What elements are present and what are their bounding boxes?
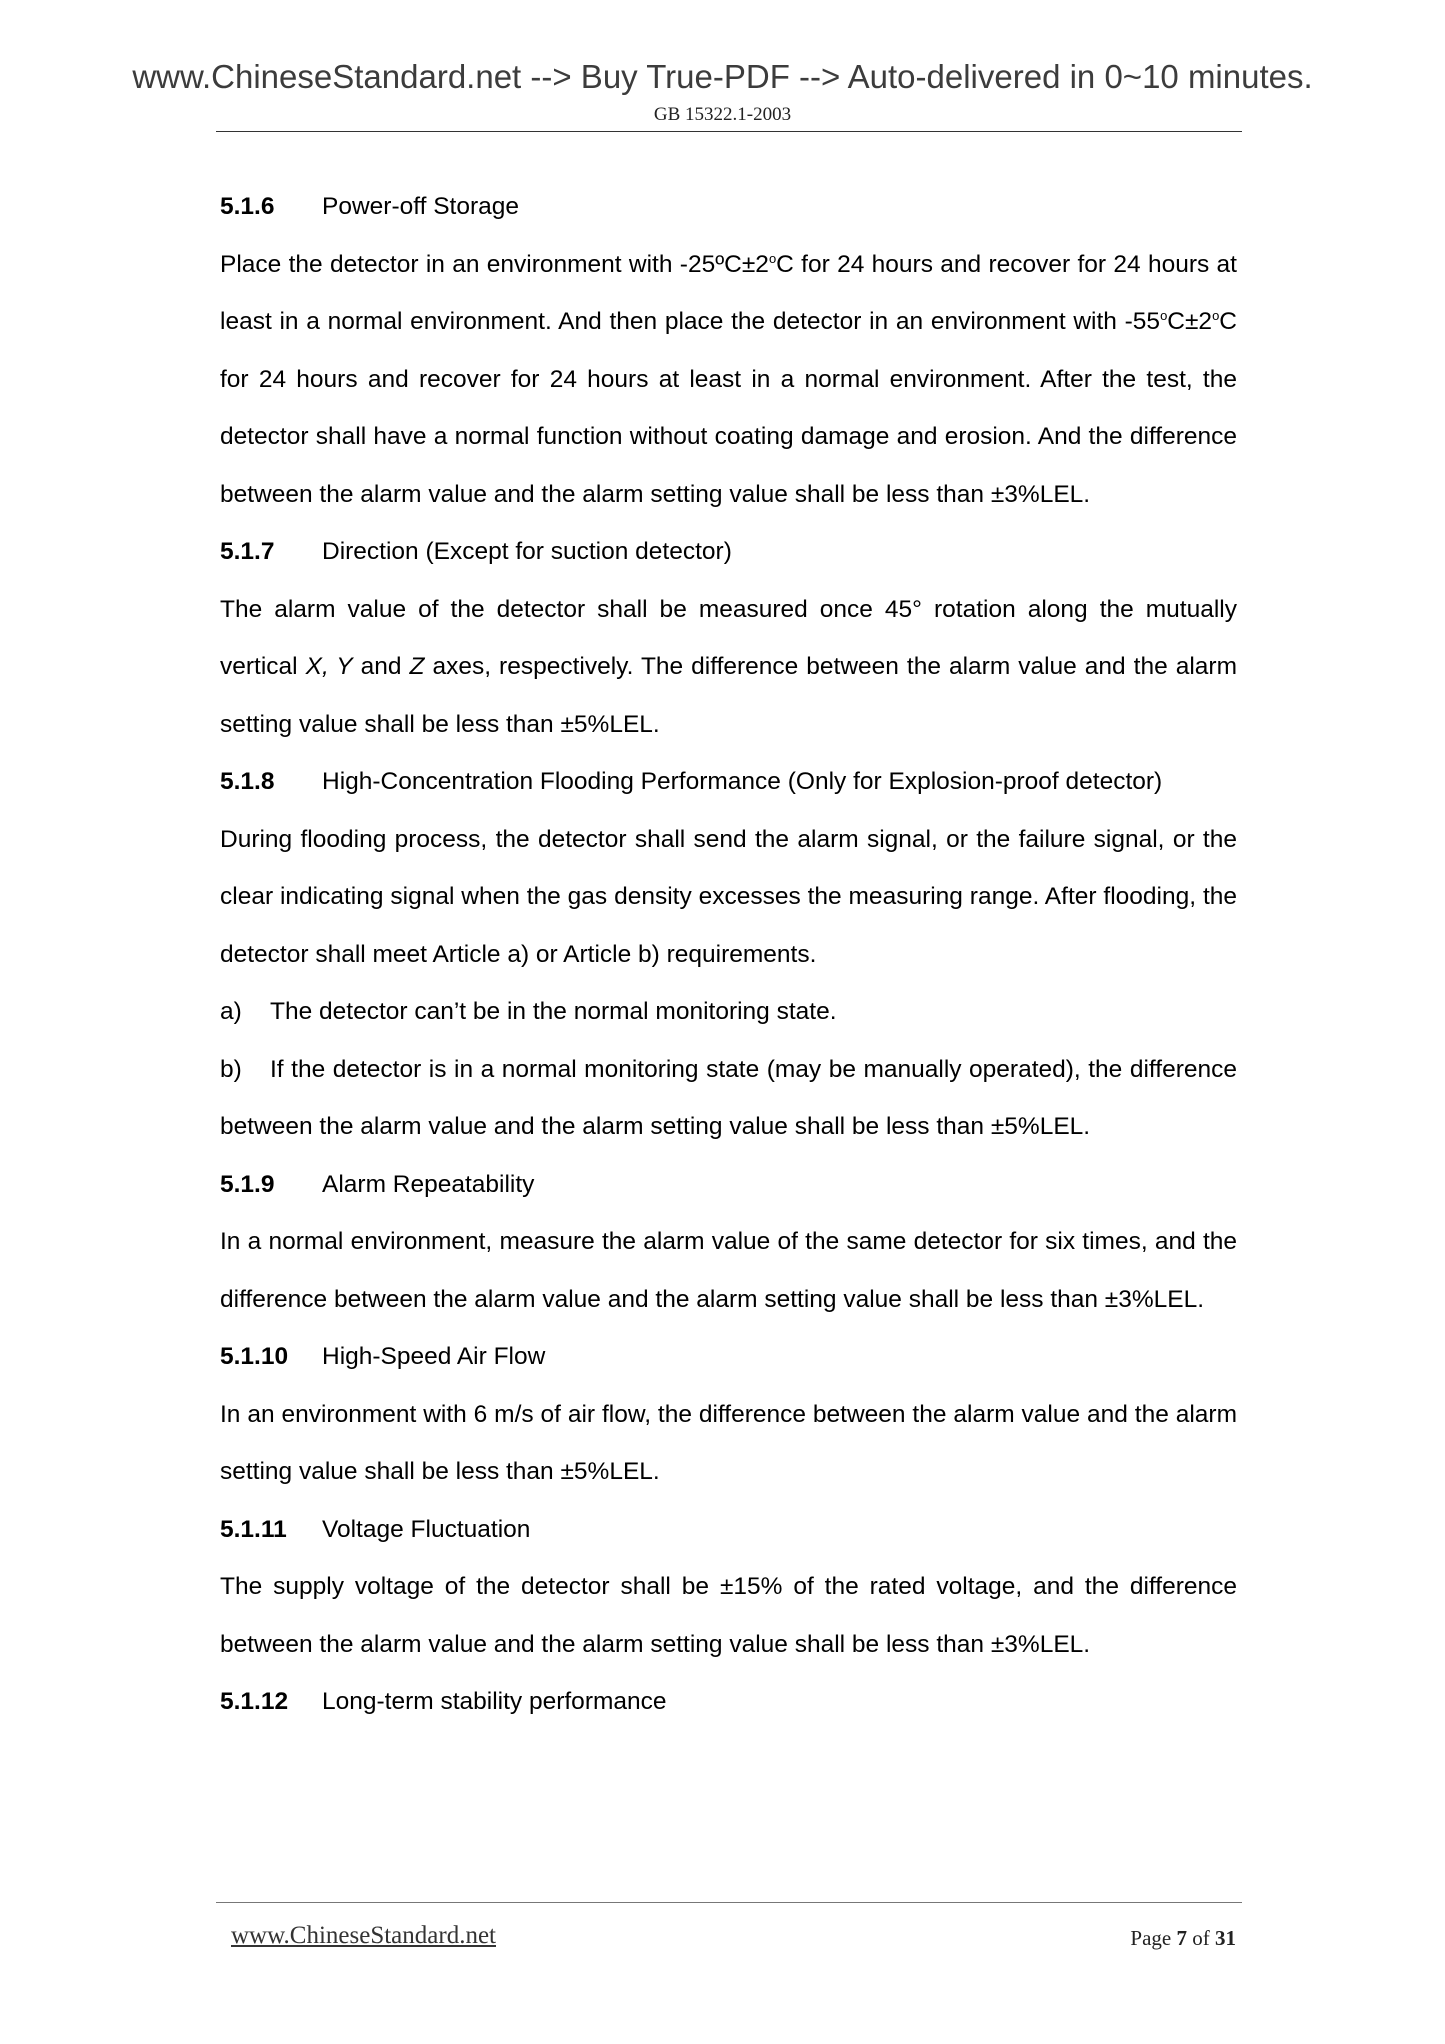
section-title: Voltage Fluctuation: [322, 1515, 531, 1543]
section-number: 5.1.9: [220, 1170, 275, 1198]
section-heading-5-1-7: [220, 523, 1237, 581]
text-run: C for 24 hours and recover for 24 hours at least in a normal environment. And then place the detector in an environment with -55: [220, 250, 1237, 335]
text-run: axes, respectively. The difference between the alarm value and the alarm setting value shall be less than ±5%LEL.: [220, 653, 1237, 738]
section-title: Long-term stability performance: [322, 1688, 667, 1715]
paragraph: [220, 581, 1237, 754]
paragraph: In an environment with 6 m/s of air flow, the difference between the alarm value and the alarm setting value shall be less than ±5%LEL.: [220, 1400, 1237, 1485]
text-run: Place the detector in an environment with -25ºC±2: [220, 250, 769, 278]
axis-names: X, Y: [305, 653, 353, 680]
section-number: 5.1.10: [220, 1343, 289, 1370]
section-heading-5-1-12: [220, 1673, 1237, 1731]
text-run: The alarm value of the detector shall be measured once 45° rotation along the mutually vertical: [220, 595, 1237, 680]
section-number: 5.1.8: [220, 768, 275, 795]
page-word: Page: [1130, 1926, 1172, 1950]
section-number: 5.1.7: [220, 538, 275, 565]
section-heading-5-1-11: [220, 1501, 1237, 1559]
text-run: C for 24 hours and recover for 24 hours at least in a normal environment. After the test, the detector shall have a normal function without coating damage and erosion. And the difference between the alarm value and the alarm setting value shall be less than ±3%LEL.: [220, 308, 1237, 508]
page-of: of: [1192, 1926, 1210, 1950]
section-heading-5-1-8: [220, 753, 1237, 811]
page-total: 31: [1215, 1926, 1236, 1950]
header-divider: [216, 131, 1242, 132]
list-item-b: [220, 1041, 1237, 1156]
paragraph: In a normal environment, measure the alarm value of the same detector for six times, and the difference between the alarm value and the alarm setting value shall be less than ±3%LEL.: [220, 1228, 1237, 1313]
list-label: a): [220, 998, 242, 1025]
text-run: and: [352, 653, 410, 680]
section-number: 5.1.11: [220, 1515, 287, 1543]
paragraph: During flooding process, the detector shall send the alarm signal, or the failure signal, or the clear indicating signal when the gas density excesses the measuring range. After flooding, the detector shall meet Article a) or Article b) requirements.: [220, 825, 1237, 968]
section-heading-5-1-10: [220, 1328, 1237, 1386]
list-text: If the detector is in a normal monitoring state (may be manually operated), the difference between the alarm value and the alarm setting value shall be less than ±5%LEL.: [220, 1055, 1237, 1140]
section-number: 5.1.12: [220, 1688, 289, 1715]
section-title: High-Concentration Flooding Performance (Only for Explosion-proof detector): [322, 768, 1163, 795]
paragraph: [220, 236, 1237, 524]
document-body: [220, 178, 1237, 1731]
standard-code: GB 15322.1-2003: [653, 104, 792, 125]
site-banner: www.ChineseStandard.net --> Buy True-PDF --> Auto-delivered in 0~10 minutes.: [132, 58, 1313, 95]
paragraph: The supply voltage of the detector shall be ±15% of the rated voltage, and the difference between the alarm value and the alarm setting value shall be less than ±3%LEL.: [220, 1573, 1237, 1658]
section-title: Direction (Except for suction detector): [322, 538, 732, 565]
degree-mark: o: [1160, 307, 1168, 323]
footer-divider: [216, 1902, 1242, 1903]
section-title: Alarm Repeatability: [322, 1170, 535, 1198]
text-run: C±2: [1167, 308, 1213, 335]
section-number: 5.1.6: [220, 193, 275, 220]
list-label: b): [220, 1055, 242, 1083]
axis-name: Z: [409, 653, 425, 680]
page-indicator: [1130, 1926, 1236, 1951]
degree-mark: o: [1212, 307, 1220, 323]
section-title: Power-off Storage: [322, 193, 520, 220]
section-heading-5-1-6: [220, 178, 1237, 236]
list-text: The detector can’t be in the normal monitoring state.: [270, 998, 837, 1025]
list-item-a: [220, 983, 1237, 1041]
degree-mark: o: [768, 250, 777, 266]
section-heading-5-1-9: [220, 1156, 1237, 1214]
section-title: High-Speed Air Flow: [322, 1343, 546, 1370]
footer-site-link[interactable]: www.ChineseStandard.net: [231, 1922, 496, 1949]
page-current: 7: [1176, 1926, 1187, 1950]
